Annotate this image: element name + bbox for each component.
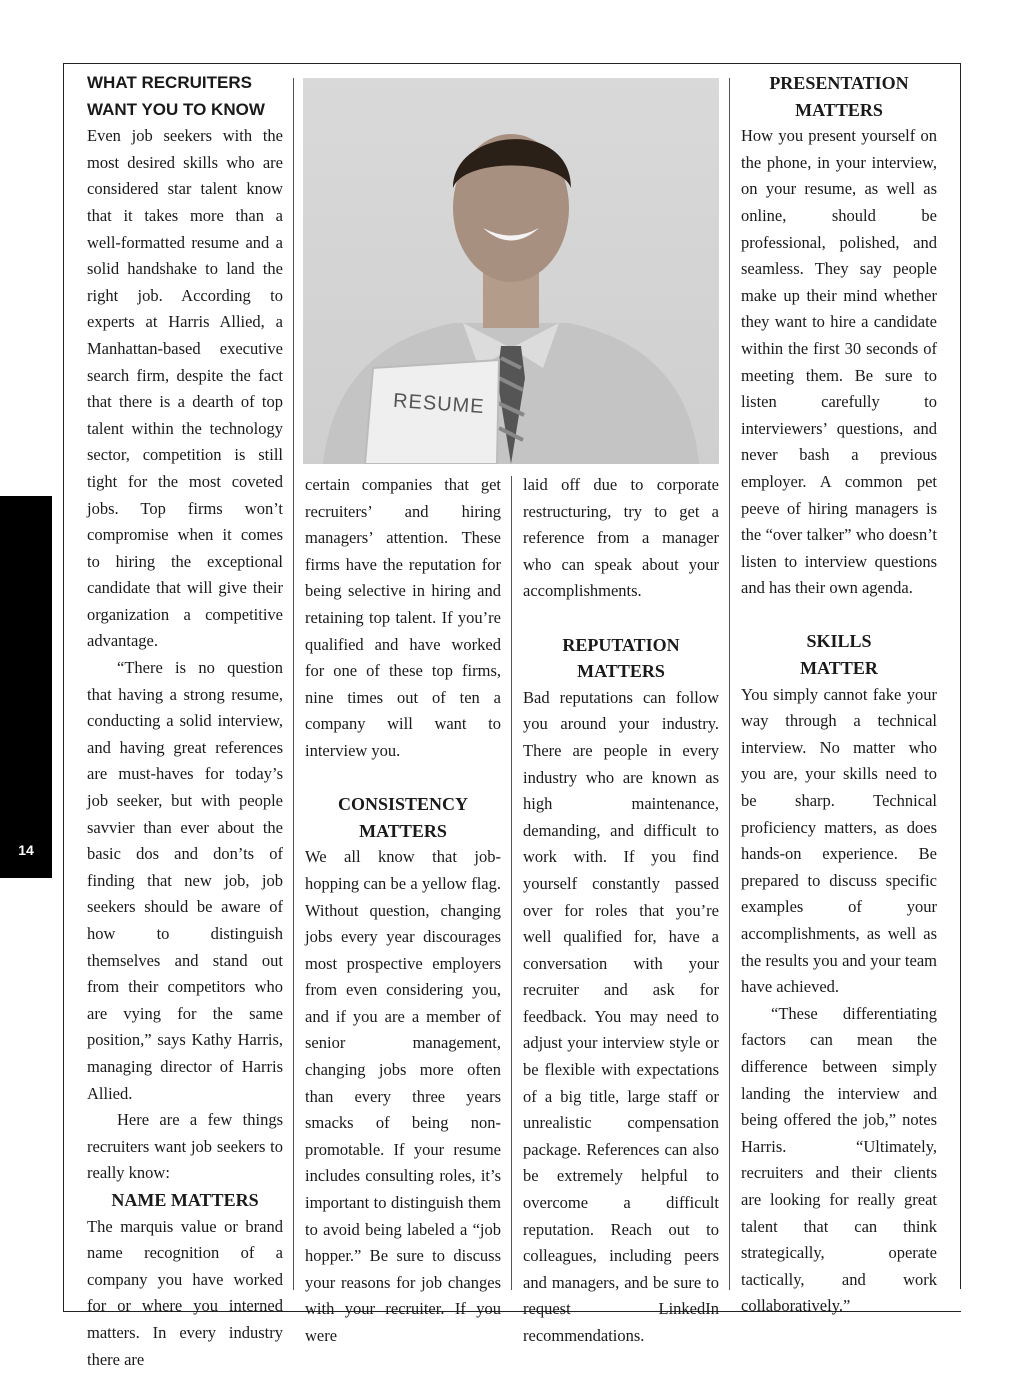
column-divider-2 xyxy=(511,476,512,1290)
paragraph: Here are a few things recruiters want job seekers to really know: xyxy=(87,1110,283,1183)
resume-folder-label: RESUME xyxy=(392,389,486,419)
column-2 xyxy=(305,472,501,1350)
paragraph: “There is no question that having a strong resume, conducting a solid interview, and having great references are must-haves for today’s job seeker, but with people savvier than ever about the basic dos and don’ts of finding that new job, job seekers should be aware of how to distinguish themselves and stand out from their competitors who are vying for the same position,” says Kathy Harris, managing director of Harris Allied. xyxy=(87,658,283,1103)
paragraph: “These differentiating factors can mean the difference between simply landing the interview and being offered the job,” notes Harris. “Ultimately, recruiters and their clients are looking for really great talent that can think strategically, operate tactically, and work collaboratively.” xyxy=(741,1003,937,1316)
column-divider-3 xyxy=(729,78,730,1290)
paragraph: laid off due to corporate restructuring, try to get a reference from a manager who can speak about your accomplishments. xyxy=(523,475,719,601)
page-number: 14 xyxy=(18,842,34,858)
column-divider-1 xyxy=(293,78,294,1290)
paragraph: How you present yourself on the phone, in your interview, on your resume, as well as online, should be professional, polished, and seamless. They say people make up their mind whether they want to hire a candidate within the first 30 seconds of meeting them. Be sure to listen carefully to interviewers’ questions, and never bash a previous employer. A common pet peeve of hiring managers is the “over talker” who doesn’t listen to interview questions and has their own agenda. xyxy=(741,126,937,598)
magazine-title: MINORITY ENGINEER • SPRING 2015 xyxy=(18,987,34,1285)
column-4 xyxy=(741,70,937,1320)
paragraph: You simply cannot fake your way through a technical interview. No matter who you are, your skills need to be sharp. Technical proficiency matters, as does hands-on experience. Be prepared to discuss specific examples of your accomplishments, as well as the results you and your team have achieved. xyxy=(741,684,937,997)
frame-left-rule xyxy=(63,63,64,1312)
frame-top-rule xyxy=(63,63,961,64)
heading-reputation: REPUTATION xyxy=(562,634,680,655)
column-3 xyxy=(523,472,719,1350)
heading-matters: MATTERS xyxy=(359,820,447,841)
heading-presentation: PRESENTATION xyxy=(769,73,909,93)
paragraph: Bad reputations can follow you around your industry. There are people in every industry who are known as high maintenance, demanding, and difficult to work with. If you find yourself constantly passed over for roles that you’re well qualified for, have a conversation with your recruiter and ask for feedback. You may need to adjust your interview style or be flexible with expectations of a big title, large staff or unrealistic compensation package. References can also be extremely helpful to overcome a difficult reputation. Reach out to colleagues, including peers and managers, and be sure to request LinkedIn recommendations. xyxy=(523,687,719,1345)
heading-matters: MATTERS xyxy=(577,661,665,682)
heading-consistency: CONSISTENCY xyxy=(337,794,469,815)
paragraph: We all know that job-hopping can be a yellow flag. Without question, changing jobs every year discourages most prospective employers from even considering you, and if you are a member of senior management, changing jobs more often than every three years smacks of being non-promotable. If your resume includes consulting roles, it’s important to distinguish them to avoid being labeled a “job hopper.” Be sure to discuss your reasons for job changes with your recruiter. If you were xyxy=(305,847,501,1345)
heading-skills: SKILLS xyxy=(806,631,872,652)
paragraph: Even job seekers with the most desired skills who are considered star talent know that it takes more than a well-formatted resume and a solid handshake to land the right job. According to experts at Harris Allied, a Manhattan-based executive search firm, despite the fact that there is a dearth of top talent within the technology sector, competition is still tight for the most coveted jobs. Top firms won’t compromise when it comes to hiring the exceptional candidate that will give their organization a competitive advantage. xyxy=(87,126,283,651)
heading-matters: MATTERS xyxy=(795,99,883,120)
paragraph: certain companies that get recruiters’ and hiring managers’ attention. These firms have the reputation for being selective in hiring and retaining top talent. If you’re qualified and have worked for one of these top firms, nine times out of ten a company will want to interview you. xyxy=(305,475,501,760)
heading-matter: MATTER xyxy=(800,658,878,679)
heading-name-matters: NAME MATTERS xyxy=(111,1189,259,1210)
sidebar-tab xyxy=(0,496,52,1285)
paragraph: The marquis value or brand name recognition of a company you have worked for or where you interned matters. In every industry there are xyxy=(87,1216,283,1369)
frame-right-rule xyxy=(960,63,961,1289)
resume-photo xyxy=(303,78,719,464)
man-holding-resume-illustration xyxy=(303,78,719,464)
column-1 xyxy=(87,70,283,1373)
heading-what-recruiters: WHAT RECRUITERS xyxy=(87,73,252,92)
heading-want-you-to-know: WANT YOU TO KNOW xyxy=(87,99,265,119)
